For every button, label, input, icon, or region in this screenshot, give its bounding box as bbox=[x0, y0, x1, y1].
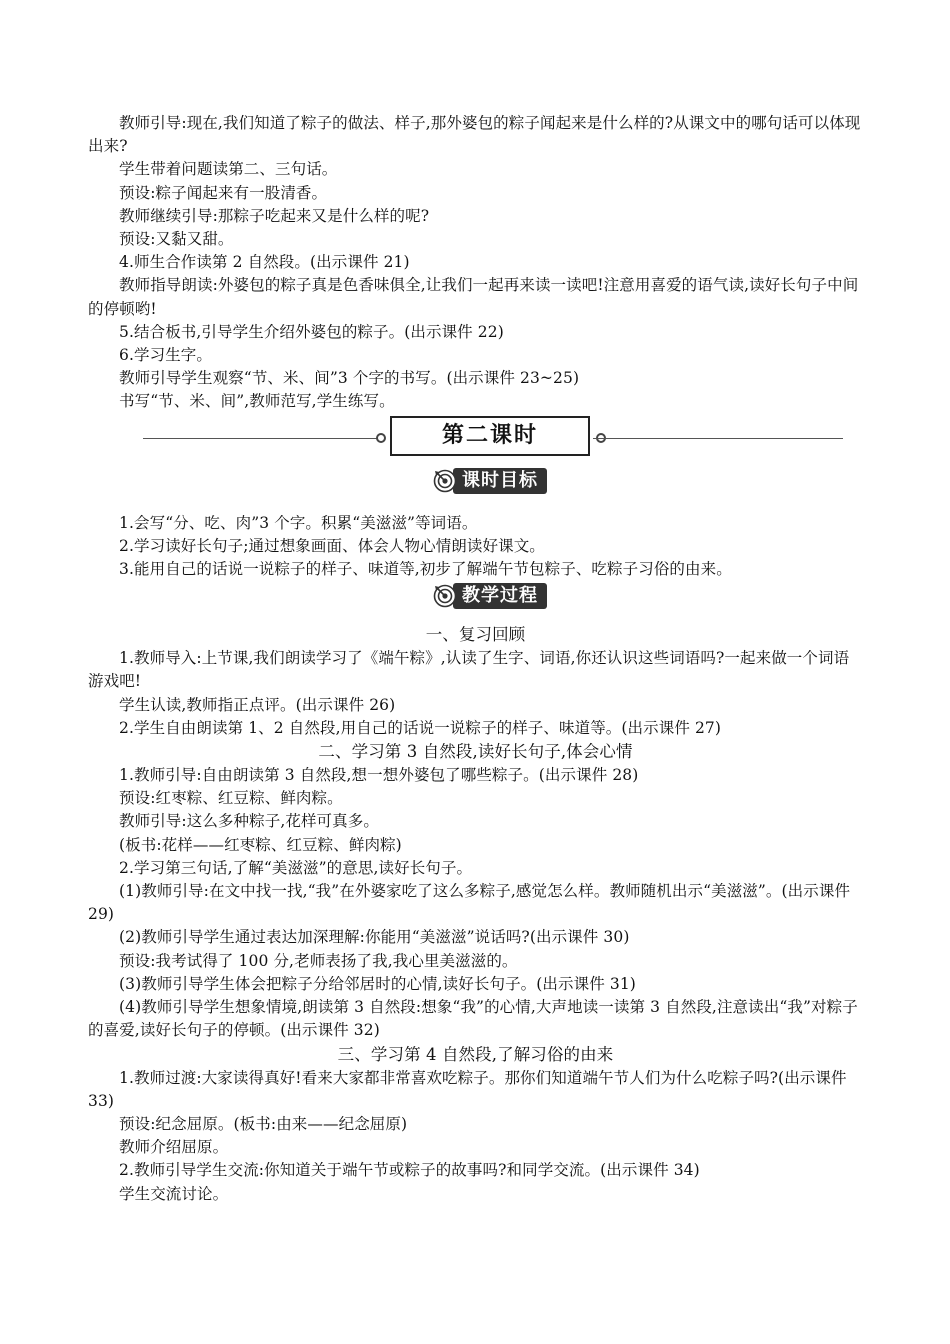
paragraph: 预设:又黏又甜。 bbox=[119, 230, 234, 249]
lesson1-continuation bbox=[88, 112, 863, 414]
divider-line bbox=[593, 438, 843, 439]
paragraph: (4)教师引导学生想象情境,朗读第 3 自然段:想象“我”的心情,大声地读一读第 3 自然段,注意读出“我”对粽子的喜爱,读好长句子的停顿。(出示课件 32) bbox=[88, 998, 858, 1040]
paragraph: 书写“节、米、间”,教师范写,学生练写。 bbox=[119, 392, 395, 411]
process-badge bbox=[433, 583, 553, 609]
process-badge-row bbox=[88, 581, 863, 611]
paragraph: 学生认读,教师指正点评。(出示课件 26) bbox=[119, 695, 396, 714]
section-paragraph3 bbox=[88, 740, 863, 1042]
paragraph: (2)教师引导学生通过表达加深理解:你能用“美滋滋”说话吗?(出示课件 30) bbox=[119, 928, 630, 947]
target-icon bbox=[433, 584, 457, 608]
lesson-title-banner bbox=[88, 416, 863, 462]
paragraph: 预设:红枣粽、红豆粽、鲜肉粽。 bbox=[119, 789, 343, 808]
paragraph: 预设:我考试得了 100 分,老师表扬了我,我心里美滋滋的。 bbox=[119, 951, 518, 970]
list-item: 2.学习读好长句子;通过想象画面、体会人物心情朗读好课文。 bbox=[119, 536, 545, 555]
paragraph: 2.学生自由朗读第 1、2 自然段,用自己的话说一说粽子的样子、味道等。(出示课件 27) bbox=[119, 718, 722, 737]
paragraph: 1.教师导入:上节课,我们朗读学习了《端午粽》,认读了生字、词语,你还认识这些词语吗?一起来做一个词语游戏吧! bbox=[88, 649, 850, 691]
goals-badge-label: 课时目标 bbox=[453, 468, 547, 494]
section-heading: 三、学习第 4 自然段,了解习俗的由来 bbox=[337, 1044, 614, 1064]
list-item: 3.能用自己的话说一说粽子的样子、味道等,初步了解端午节包粽子、吃粽子习俗的由来。 bbox=[119, 560, 732, 579]
target-icon bbox=[433, 469, 457, 493]
process-badge-label: 教学过程 bbox=[453, 583, 547, 609]
section-review bbox=[88, 623, 863, 740]
paragraph: 4.师生合作读第 2 自然段。(出示课件 21) bbox=[119, 253, 410, 272]
paragraph: 学生交流讨论。 bbox=[119, 1184, 229, 1203]
paragraph: 预设:纪念屈原。(板书:由来——纪念屈原) bbox=[119, 1114, 408, 1133]
paragraph: 6.学习生字。 bbox=[119, 346, 212, 365]
paragraph: 1.教师过渡:大家读得真好!看来大家都非常喜欢吃粽子。那你们知道端午节人们为什么吃粽子吗?(出示课件 33) bbox=[88, 1068, 847, 1110]
lesson-title: 第二课时 bbox=[390, 416, 590, 456]
page-content bbox=[88, 112, 863, 1206]
paragraph: 教师指导朗读:外婆包的粽子真是色香味俱全,让我们一起再来读一读吧!注意用喜爱的语气读,读好长句子中间的停顿哟! bbox=[88, 276, 859, 318]
divider-line bbox=[143, 438, 383, 439]
goals-list bbox=[88, 512, 863, 582]
paragraph: (1)教师引导:在文中找一找,“我”在外婆家吃了这么多粽子,感觉怎么样。教师随机出示“美滋滋”。(出示课件 29) bbox=[88, 882, 851, 924]
paragraph: 预设:粽子闻起来有一股清香。 bbox=[119, 183, 328, 202]
paragraph: 教师引导学生观察“节、米、间”3 个字的书写。(出示课件 23~25) bbox=[119, 369, 580, 388]
section-paragraph4 bbox=[88, 1043, 863, 1206]
goals-badge-row bbox=[88, 466, 863, 496]
section-heading: 二、学习第 3 自然段,读好长句子,体会心情 bbox=[318, 742, 633, 762]
paragraph: 教师介绍屈原。 bbox=[119, 1138, 229, 1157]
paragraph: 2.学习第三句话,了解“美滋滋”的意思,读好长句子。 bbox=[119, 858, 473, 877]
paragraph: 教师引导:现在,我们知道了粽子的做法、样子,那外婆包的粽子闻起来是什么样的?从课文中的哪句话可以体现出来? bbox=[88, 114, 861, 156]
paragraph: 教师引导:这么多种粽子,花样可真多。 bbox=[119, 812, 379, 831]
section-heading: 一、复习回顾 bbox=[425, 625, 526, 645]
paragraph: 5.结合板书,引导学生介绍外婆包的粽子。(出示课件 22) bbox=[119, 322, 504, 341]
list-item: 1.会写“分、吃、肉”3 个字。积累“美滋滋”等词语。 bbox=[119, 513, 478, 532]
paragraph: (3)教师引导学生体会把粽子分给邻居时的心情,读好长句子。(出示课件 31) bbox=[119, 974, 636, 993]
goals-badge bbox=[433, 468, 553, 494]
paragraph: 1.教师引导:自由朗读第 3 自然段,想一想外婆包了哪些粽子。(出示课件 28) bbox=[119, 766, 639, 785]
paragraph: (板书:花样——红枣粽、红豆粽、鲜肉粽) bbox=[119, 835, 402, 854]
paragraph: 学生带着问题读第二、三句话。 bbox=[119, 160, 338, 179]
paragraph: 2.教师引导学生交流:你知道关于端午节或粽子的故事吗?和同学交流。(出示课件 34) bbox=[119, 1161, 700, 1180]
divider-dot bbox=[376, 433, 386, 443]
paragraph: 教师继续引导:那粽子吃起来又是什么样的呢? bbox=[119, 206, 430, 225]
